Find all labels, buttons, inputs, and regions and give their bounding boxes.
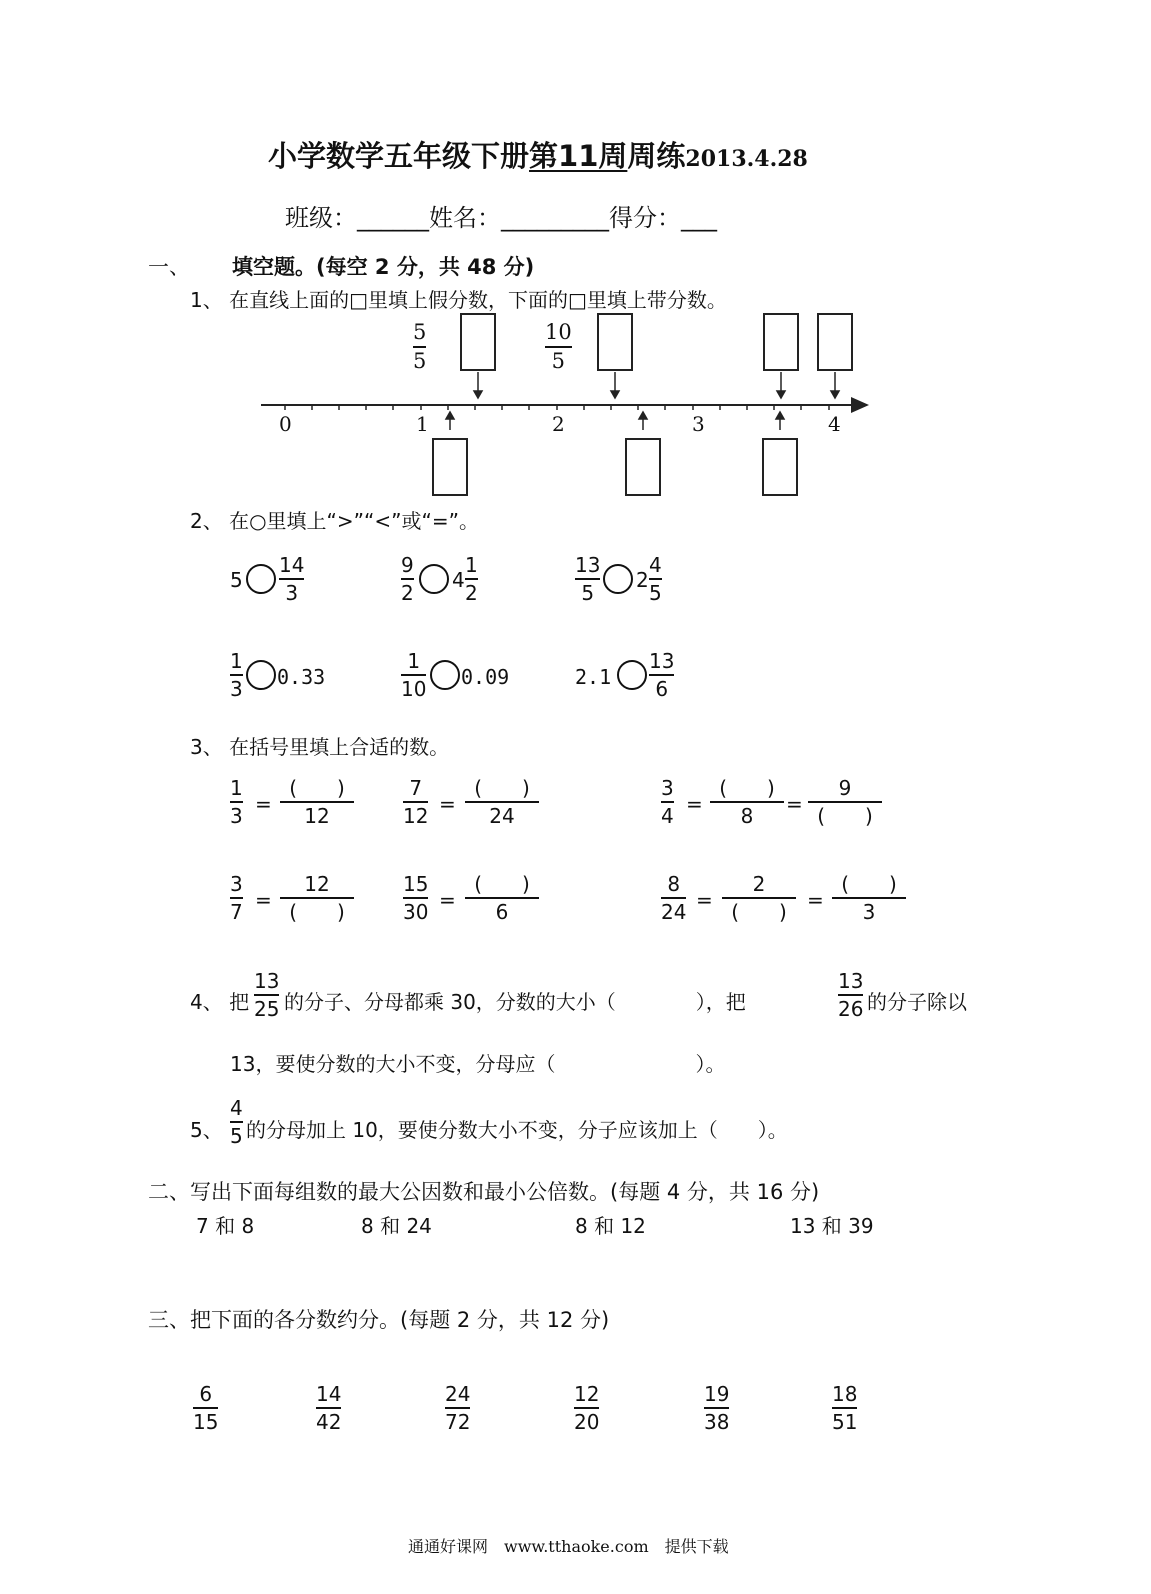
fraction-denominator: 15 bbox=[193, 1410, 219, 1434]
q2-r2c-left: 2.1 bbox=[575, 665, 612, 689]
answer-paren[interactable]: ( ) bbox=[474, 776, 530, 800]
equals-sign: = bbox=[439, 888, 456, 912]
fraction-numerator: 13 bbox=[838, 969, 864, 993]
compare-circle[interactable] bbox=[603, 564, 633, 594]
title-tail: 周练 bbox=[627, 139, 686, 173]
fraction-numerator: 9 bbox=[838, 776, 852, 800]
fraction-numerator: 15 bbox=[403, 872, 429, 896]
fraction-denominator: 3 bbox=[862, 900, 876, 924]
fraction-numerator: 1 bbox=[465, 553, 478, 577]
q2-r1c-right-fraction bbox=[649, 555, 662, 603]
name-label: 姓名： bbox=[429, 204, 501, 232]
section2-heading: 二、写出下面每组数的最大公因数和最小公倍数。(每题 4 分，共 16 分) bbox=[148, 1180, 820, 1204]
fraction-denominator: 24 bbox=[489, 804, 515, 828]
q2-r1-left: 5 bbox=[230, 568, 243, 592]
fraction-numerator: 14 bbox=[316, 1382, 342, 1406]
reduce-fraction-2 bbox=[316, 1384, 341, 1432]
q3-item2-a bbox=[403, 778, 428, 826]
fraction-denominator: 5 bbox=[551, 349, 566, 373]
answer-box-upper-2[interactable] bbox=[597, 313, 633, 371]
answer-paren[interactable]: ( ) bbox=[719, 776, 775, 800]
q2-r1b-right-fraction bbox=[465, 555, 478, 603]
q5-prefix: 5、 bbox=[190, 1118, 223, 1142]
q2-r2a-left-fraction bbox=[230, 651, 243, 699]
title-week: 第11周 bbox=[529, 139, 628, 173]
fraction-denominator: 5 bbox=[230, 1124, 243, 1148]
reduce-fraction-4 bbox=[574, 1384, 599, 1432]
fraction-denominator: 20 bbox=[574, 1410, 600, 1434]
answer-paren[interactable]: ( ) bbox=[474, 872, 530, 896]
section2-group-1: 7 和 8 bbox=[196, 1214, 255, 1238]
q2-text: 2、 在○里填上“>”“<”或“=”。 bbox=[190, 509, 479, 533]
fraction-numerator: 24 bbox=[445, 1382, 471, 1406]
fraction-numerator: 12 bbox=[304, 872, 330, 896]
fraction-denominator: 25 bbox=[254, 997, 280, 1021]
q3-item3-a bbox=[661, 778, 674, 826]
q3-item6-c bbox=[832, 874, 906, 922]
fraction-numerator: 4 bbox=[649, 553, 662, 577]
q3-item6-b bbox=[722, 874, 796, 922]
fraction-numerator: 6 bbox=[199, 1382, 213, 1406]
equals-sign: = bbox=[696, 888, 713, 912]
fraction-denominator: 5 bbox=[581, 581, 595, 605]
score-blank[interactable]: ___ bbox=[681, 204, 717, 232]
tick-label-1: 1 bbox=[416, 412, 429, 436]
equals-sign: = bbox=[686, 792, 703, 816]
answer-box-lower-3[interactable] bbox=[762, 438, 798, 496]
fraction-numerator: 3 bbox=[230, 872, 243, 896]
answer-box-lower-2[interactable] bbox=[625, 438, 661, 496]
fraction-numerator: 10 bbox=[545, 320, 572, 344]
reduce-fraction-3 bbox=[445, 1384, 470, 1432]
compare-circle[interactable] bbox=[430, 660, 460, 690]
q2-r1c-left-fraction bbox=[575, 555, 600, 603]
q2-r1b-left-fraction bbox=[401, 555, 414, 603]
q3-item1-a bbox=[230, 778, 243, 826]
q3-item5-a bbox=[403, 874, 428, 922]
page-title bbox=[268, 134, 808, 175]
q3-item3-b bbox=[710, 778, 784, 826]
reduce-fraction-5 bbox=[704, 1384, 729, 1432]
q2-r1-right-fraction bbox=[279, 555, 304, 603]
answer-box-upper-4[interactable] bbox=[817, 313, 853, 371]
answer-paren[interactable]: ( ) bbox=[841, 872, 897, 896]
compare-circle[interactable] bbox=[617, 660, 647, 690]
compare-circle[interactable] bbox=[246, 564, 276, 594]
answer-paren[interactable]: ( ) bbox=[731, 900, 787, 924]
tick-label-2: 2 bbox=[552, 412, 565, 436]
q5-fraction-4-5 bbox=[230, 1098, 243, 1146]
fraction-denominator: 51 bbox=[832, 1410, 858, 1434]
q4-fraction-13-25 bbox=[254, 971, 279, 1019]
tick-label-0: 0 bbox=[279, 412, 292, 436]
fraction-denominator: 5 bbox=[649, 581, 662, 605]
q4-middle-text: 的分子、分母都乘 30，分数的大小（ ），把 bbox=[284, 990, 746, 1014]
fraction-numerator: 5 bbox=[413, 320, 427, 344]
section2-group-2: 8 和 24 bbox=[361, 1214, 432, 1238]
equals-sign: = bbox=[786, 792, 803, 816]
section2-group-3: 8 和 12 bbox=[575, 1214, 646, 1238]
compare-circle[interactable] bbox=[419, 564, 449, 594]
reduce-fraction-6 bbox=[832, 1384, 857, 1432]
q2-r1c-right-whole: 2 bbox=[636, 568, 649, 592]
fraction-numerator: 14 bbox=[279, 553, 305, 577]
fraction-numerator: 2 bbox=[752, 872, 766, 896]
fraction-denominator: 7 bbox=[230, 900, 243, 924]
q3-text: 3、 在括号里填上合适的数。 bbox=[190, 735, 450, 759]
fraction-numerator: 13 bbox=[254, 969, 280, 993]
fraction-denominator: 6 bbox=[655, 677, 669, 701]
fraction-denominator: 10 bbox=[401, 677, 427, 701]
q3-item4-a bbox=[230, 874, 243, 922]
reduce-fraction-1 bbox=[193, 1384, 218, 1432]
tick-label-4: 4 bbox=[828, 412, 841, 436]
class-blank[interactable]: ______ bbox=[357, 204, 429, 232]
fraction-numerator: 4 bbox=[230, 1096, 243, 1120]
fraction-numerator: 13 bbox=[649, 649, 675, 673]
answer-box-upper-1[interactable] bbox=[460, 313, 496, 371]
q1-fraction-10-5 bbox=[545, 322, 572, 372]
q1-fraction-5-5 bbox=[413, 322, 426, 372]
q2-r2a-right: 0.33 bbox=[277, 665, 326, 689]
fraction-denominator: 3 bbox=[230, 804, 243, 828]
q2-r2b-right: 0.09 bbox=[461, 665, 510, 689]
fraction-denominator: 26 bbox=[838, 997, 864, 1021]
score-label: 得分： bbox=[609, 204, 681, 232]
fraction-numerator: 19 bbox=[704, 1382, 730, 1406]
fraction-denominator: 2 bbox=[401, 581, 414, 605]
fraction-denominator: 24 bbox=[661, 900, 687, 924]
answer-paren[interactable]: ( ) bbox=[817, 804, 873, 828]
fraction-numerator: 18 bbox=[832, 1382, 858, 1406]
fraction-denominator: 6 bbox=[495, 900, 509, 924]
q1-text: 1、 在直线上面的□里填上假分数，下面的□里填上带分数。 bbox=[190, 288, 727, 312]
section1-heading: 填空题。(每空 2 分，共 48 分) bbox=[232, 255, 535, 279]
fraction-denominator: 42 bbox=[316, 1410, 342, 1434]
fraction-denominator: 38 bbox=[704, 1410, 730, 1434]
fraction-denominator: 3 bbox=[230, 677, 243, 701]
section2-group-4: 13 和 39 bbox=[790, 1214, 874, 1238]
fraction-numerator: 7 bbox=[409, 776, 423, 800]
q5-text: 的分母加上 10，要使分数大小不变，分子应该加上（ ）。 bbox=[246, 1118, 788, 1142]
number-line bbox=[255, 370, 875, 430]
q2-r1b-right-whole: 4 bbox=[452, 568, 465, 592]
q3-item2-b bbox=[465, 778, 539, 826]
name-blank[interactable]: _________ bbox=[501, 204, 609, 232]
fraction-numerator: 1 bbox=[230, 649, 243, 673]
fraction-numerator: 8 bbox=[667, 872, 681, 896]
q3-item1-b bbox=[280, 778, 354, 826]
title-main: 小学数学五年级下册 bbox=[268, 139, 530, 173]
q3-item5-b bbox=[465, 874, 539, 922]
fraction-denominator: 5 bbox=[413, 349, 427, 373]
fraction-denominator: 12 bbox=[304, 804, 330, 828]
equals-sign: = bbox=[255, 792, 272, 816]
answer-paren[interactable]: ( ) bbox=[289, 776, 345, 800]
fraction-denominator: 12 bbox=[403, 804, 429, 828]
answer-paren[interactable]: ( ) bbox=[289, 900, 345, 924]
fraction-numerator: 13 bbox=[575, 553, 601, 577]
equals-sign: = bbox=[255, 888, 272, 912]
fraction-denominator: 3 bbox=[285, 581, 299, 605]
fraction-numerator: 12 bbox=[574, 1382, 600, 1406]
q4-line2: 13，要使分数的大小不变，分母应（ ）。 bbox=[230, 1052, 726, 1076]
fraction-denominator: 4 bbox=[661, 804, 674, 828]
page-footer: 通通好课网 www.tthaoke.com 提供下载 bbox=[408, 1537, 729, 1556]
fraction-numerator: 1 bbox=[230, 776, 243, 800]
class-label: 班级： bbox=[285, 204, 357, 232]
fraction-numerator: 1 bbox=[407, 649, 421, 673]
fraction-denominator: 30 bbox=[403, 900, 429, 924]
answer-box-lower-1[interactable] bbox=[432, 438, 468, 496]
q3-item3-c bbox=[808, 778, 882, 826]
q4-prefix: 4、 把 bbox=[190, 990, 250, 1014]
title-date: 2013.4.28 bbox=[685, 146, 808, 172]
equals-sign: = bbox=[439, 792, 456, 816]
fraction-numerator: 9 bbox=[401, 553, 414, 577]
tick-label-3: 3 bbox=[692, 412, 705, 436]
fraction-denominator: 2 bbox=[465, 581, 478, 605]
answer-box-upper-3[interactable] bbox=[763, 313, 799, 371]
q2-r2b-left-fraction bbox=[401, 651, 426, 699]
section1-number: 一、 bbox=[148, 255, 190, 279]
student-info-line bbox=[285, 198, 717, 233]
q3-item4-b bbox=[280, 874, 354, 922]
compare-circle[interactable] bbox=[246, 660, 276, 690]
fraction-denominator: 72 bbox=[445, 1410, 471, 1434]
section3-heading: 三、把下面的各分数约分。(每题 2 分，共 12 分) bbox=[148, 1308, 610, 1332]
q2-r2c-right-fraction bbox=[649, 651, 674, 699]
q3-item6-a bbox=[661, 874, 686, 922]
q4-fraction-13-26 bbox=[838, 971, 863, 1019]
fraction-numerator: 3 bbox=[661, 776, 674, 800]
q4-tail-text: 的分子除以 bbox=[867, 990, 967, 1014]
equals-sign: = bbox=[807, 888, 824, 912]
fraction-denominator: 8 bbox=[740, 804, 754, 828]
